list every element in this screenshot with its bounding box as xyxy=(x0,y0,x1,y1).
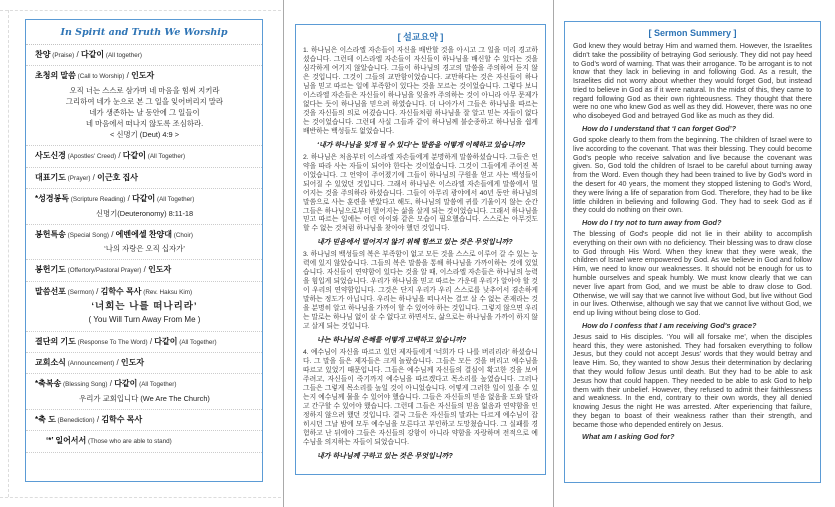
order-row-text: 다같이 xyxy=(154,336,178,346)
page-divider-2 xyxy=(553,0,554,507)
korean-summary-paragraph: 3. 하나님의 백성들의 복은 부족함이 없고 모든 것을 스스로 이루어 갈 수 있는 능력에 있지 않았습니다. 그들의 복은 말씀을 통해 하나님을 가까이하는 것에 있었습니다. 자신들이 연약함이 있다는 것을 알 때, 이스라엘 자손들은 하나님의 능력을 힘입게 되었습니다. 우리가 하나님을 믿고 따르는 가운데 우리가 알아야 할 것이 우리의 연약함입니다. 그것은 단지 우리가 우리 스스로를 낮추어서 겸손하게 말하는 정도가 아닙니다. 우리는 하나님을 떠나서는 결코 살 수 없는 존재라는 것을 분명히 알고 하나님을 가까이 할 수 있어야 하는 것입니다. 그렇지 않으면 우리는 말로는 하나님 없이 살 수 없다고 하면서도, 삶으로는 하나님을 가까이 하지 않고 살게 되는 것입니다. xyxy=(303,251,538,331)
order-row xyxy=(26,45,262,66)
order-row xyxy=(26,431,262,452)
cut-guide-top xyxy=(0,10,281,11)
order-row-text: (Prayer) xyxy=(65,174,91,182)
order-row-text: / xyxy=(116,151,123,161)
order-row-text: (All Together) xyxy=(177,338,217,346)
english-summary-paragraph: Jesus said to His disciples. ‘You will all forsake me’, when the disciples heard this, they were astonished. They had forsaken everything to follow Jesus, but they could not accept Jesus' words that they would betray and leave Him. So, they wanted to show Jesus their determination by declaring that they would follow Jesus until death. But they had to be able to ask Jesus how that could happen. They needed to be able to ask God to help them with their unbelief. However, they refused to admit their faithlessness and weakness. In the end, contrary to their own words, they all denied knowing Jesus the night He was arrested. After experiencing that failure, they began to boast of their weakness rather than their strength, and became those who depended entirely on Jesus. xyxy=(573,332,812,429)
korean-summary-question: 내가 믿음에서 멀어지지 않기 위해 힘쓰고 있는 것은 무엇입니까? xyxy=(317,239,513,247)
order-row-text: (All Together) xyxy=(137,381,177,389)
english-summary-panel xyxy=(564,21,821,483)
order-row-sub xyxy=(35,85,254,141)
order-row-text: (Special Song) xyxy=(65,231,109,239)
order-row-text: (Rev. Haksu Kim) xyxy=(141,288,193,296)
order-sub-line: ‘너희는 나를 떠나리라’ xyxy=(91,300,198,312)
order-row-text: / xyxy=(74,50,81,59)
order-row-text: 김학수 목사 xyxy=(101,414,143,424)
order-row-text: / xyxy=(93,286,101,296)
order-row-text: 찬양 xyxy=(35,50,51,59)
order-row-text: 인도자 xyxy=(120,358,145,368)
order-row-text: (Those who are able to stand) xyxy=(86,438,172,446)
english-summary-question: What am I asking God for? xyxy=(582,432,675,442)
order-row-text: 초청의 말씀 xyxy=(35,71,76,81)
order-row-text: 다같이 xyxy=(114,379,138,389)
order-row-text: (All Together) xyxy=(155,196,195,204)
order-row-text: 사도신경 xyxy=(35,151,66,161)
korean-summary-panel xyxy=(295,24,546,475)
order-row-text: ‘*’ 일어서서 xyxy=(46,436,87,446)
order-row xyxy=(26,189,262,225)
order-row-sub xyxy=(35,300,254,326)
order-row-text: (Announcement) xyxy=(65,360,115,368)
order-row-text: / xyxy=(124,71,132,81)
order-row-text: / xyxy=(107,379,115,389)
order-row-text: / xyxy=(108,229,116,239)
worship-order-title: In Spirit and Truth We Worship xyxy=(26,20,262,45)
korean-summary-paragraph: 2. 하나님은 처음부터 이스라엘 자손들에게 분명하게 말씀하셨습니다. 그들은 언약을 따라 사는 자들이 되어야 한다는 것이었습니다. 그것이 그들에게 주어진 복이었습니다. 그 언약이 주어졌기에 그들이 하나님의 구원을 얻고 사는 백성들이 되어질 수 있었던 것입니다. 그래서 하나님은 이스라엘 자손들에게 말씀에서 멀어지는 것을 주의하라 하셨습니다. 그들이 아무리 광야에서 40년 동안 하나님의 말씀으로 사는 훈련을 받았다고 해도, 하나님의 말씀에 귀를 기울이지 않는 순간 그들은 하나님으로부터 멀어지는 삶을 살게 되는 것이었습니다. 그래서 하나님을 믿고 따르는 일에는 어린 아이와 같은 모습이 필요했습니다. 스스로는 아무것도 할 수 없는 것처럼 하나님을 찾아야 했던 것입니다. xyxy=(303,153,538,233)
order-row-text: 김학수 목사 xyxy=(100,286,142,296)
order-row-text: 이근호 집사 xyxy=(97,172,138,182)
order-row-text: (Scripture Reading) xyxy=(69,196,126,204)
order-sub-line: 오직 너는 스스로 삼가며 네 마음을 힘써 지키라 xyxy=(69,85,220,95)
order-row-text: 에벤에셀 찬양대 xyxy=(115,229,172,239)
order-row xyxy=(26,225,262,261)
order-row-text: (Blessing Song) xyxy=(61,381,108,389)
order-row xyxy=(26,353,262,374)
order-row-sub xyxy=(35,208,254,219)
order-sub-line: 우리가 교회입니다 (We Are The Church) xyxy=(79,393,210,403)
order-row xyxy=(26,168,262,189)
english-summary-question: How do I understand that ‘I can forget God’? xyxy=(582,124,737,134)
order-row-text: (Response To The Word) xyxy=(75,338,148,346)
worship-order-panel xyxy=(25,19,263,482)
english-summary-paragraph: God knew they would betray Him and warned them. However, the Israelites didn't take the possibility of betraying God seriously. They did not pay heed to God's word of warning. That was their arrogance. To be arrogant is to not know that they lack in believing in and following God. As a result, the Israelites did not worry about whether they would forget God, but instead tried to believe in God as if it were natural. In the midst of this, they came to regard following God as their own righteousness. They thought that there were no one who knew God as well as they did. However, there was no one who disobeyed God and betrayed God like as much as they did. xyxy=(573,42,812,121)
order-row-text: (All together) xyxy=(104,52,142,59)
order-row-text: / xyxy=(90,172,98,182)
english-summary-question: How do I try not to turn away from God? xyxy=(582,218,722,228)
order-row-text: (Offertory/Pastoral Prayer) xyxy=(65,267,142,275)
order-row-text: (Praise) xyxy=(50,52,75,59)
cut-guide-left xyxy=(8,10,9,497)
order-sub-line: 네 마음에서 떠나지 않도록 조심하라. xyxy=(85,119,204,129)
order-row xyxy=(26,260,262,281)
english-summary-paragraph: God spoke clearly to them from the beginning. The children of Israel were to live according to the covenant. That was their blessing. They could become God's people who receive salvation and live because the covenant was given. So, God told the children of Israel to be careful about turning away from the Word. Even though they had been trained to live by God's word in the desert for 40 years, the moment they stopped listening to God's Word, they were living a life of separation from God. Therefore, they had to be like little children in believing and following God. They had to seek God as if they could do nothing on their own. xyxy=(573,136,812,215)
order-row xyxy=(26,410,262,431)
order-row-sub xyxy=(35,243,254,254)
order-row-text: 봉헌기도 xyxy=(35,265,66,275)
korean-summary-title: [ 설교요약 ] xyxy=(397,32,444,42)
order-row-text: *축복송 xyxy=(35,379,62,389)
order-row-sub xyxy=(35,393,254,404)
order-row-text: 말씀선포 xyxy=(35,286,66,296)
order-row-text: 대표기도 xyxy=(35,172,66,182)
english-summary-title: [ Sermon Summery ] xyxy=(648,28,737,38)
order-row-text: *축 도 xyxy=(35,414,56,424)
korean-summary-question: 내가 하나님께 구하고 있는 것은 무엇입니까? xyxy=(317,452,453,460)
order-row-text: *성경봉독 xyxy=(35,194,70,204)
order-row-text: 다같이 xyxy=(122,151,146,161)
order-row-text: / xyxy=(94,414,102,424)
order-row-text: 인도자 xyxy=(148,265,172,275)
order-sub-line: ( You Will Turn Away From Me ) xyxy=(88,314,201,324)
order-row-text: / xyxy=(147,336,155,346)
order-row-text: 인도자 xyxy=(131,71,155,81)
worship-order-rows xyxy=(26,45,262,453)
order-sub-line: 네가 생존하는 날 동안에 그 일들이 xyxy=(89,108,200,117)
order-row-text: (Benediction) xyxy=(55,416,95,424)
order-row xyxy=(26,146,262,167)
english-summary-paragraph: The blessing of God's people did not lie in their ability to accomplish everything on their own with no deficiency. Their blessing was to draw close to God through His Word. When they knew that they were weak, the children of Israel were empowered by God. As we believe in God and follow Him, we need to know our weaknesses. It should not be enough for us to humble ourselves and speak humbly. We must know clearly that we can never live apart from God, and we must be able to draw close to God. Otherwise, we will say that we cannot live without God, but live without God in our lives. Otherwise, although we say that we cannot live without God, we end up living without being close to God. xyxy=(573,230,812,318)
english-summary-body xyxy=(573,42,812,441)
order-row-text: (Call to Worship) xyxy=(75,73,125,81)
order-row-text: / xyxy=(125,194,133,204)
order-row-text: (Apostles' Creed) xyxy=(65,153,117,161)
korean-summary-question: ‘내가 하나님을 잊게 될 수 있다’는 말씀을 어떻게 이해하고 있습니까? xyxy=(317,141,526,149)
order-row xyxy=(26,66,262,146)
order-sub-line: 신명기(Deuteronomy) 8:11-18 xyxy=(95,208,194,218)
korean-summary-body xyxy=(303,47,538,461)
order-row-text: 다같이 xyxy=(80,50,105,59)
order-row-text: 결단의 기도 xyxy=(35,336,76,346)
order-row-text: (Sermon) xyxy=(65,288,94,296)
order-row-text: 다같이 xyxy=(132,194,156,204)
korean-summary-question: 나는 하나님의 은혜를 어떻게 고백하고 있습니까? xyxy=(317,337,467,345)
order-row xyxy=(26,374,262,410)
order-row-text: / xyxy=(141,265,149,275)
order-sub-line: 그리하여 네가 눈으로 본 그 일을 잊어버리지 말라 xyxy=(65,96,224,106)
cut-guide-bottom xyxy=(0,497,281,498)
order-sub-line: ‘나의 자랑은 오직 십자가’ xyxy=(104,244,185,253)
order-sub-line: < 신명기 (Deut) 4:9 > xyxy=(109,130,180,140)
page-divider-1 xyxy=(283,0,284,507)
order-row-text: / xyxy=(114,358,121,368)
korean-summary-paragraph: 1. 하나님은 이스라엘 자손들이 자신을 배반할 것을 아시고 그 일을 미리 경고하셨습니다. 그런데 이스라엘 자손들이 자신들이 하나님을 배신할 수 있다는 것을 심각하게 여기지 않았습니다. 그들이 하나님의 경고의 말씀을 주의하여 듣지 않은 것입니다. 그것이 그들의 교만함이었습니다. 교만하다는 것은 자신들이 하나님을 믿고 따르는 일에 부족함이 있다는 것을 모르는 것이었습니다. 그렇다 보니 이스라엘 자손들은 자신들이 하나님을 잊을까 주의하는 것이 아니라 아무 문제가 없다는 듯이 하나님을 믿으려 하였습니다. 더 나아가서 그들은 하나님을 따르는 것을 자신들의 의로 여겼습니다. 자신들처럼 하나님을 잘 알고 믿는 자들이 없다는 것이었습니다. 그런데 사실 그들과 같이 하나님께 불순종하고 하나님을 쉽게 배반하는 백성들도 없었습니다. xyxy=(303,47,538,135)
order-row-text: (All Together) xyxy=(145,153,186,161)
order-row xyxy=(26,282,262,332)
order-row-text: (Choir) xyxy=(171,231,193,239)
english-summary-question: How do I confess that I am receiving God's grace? xyxy=(582,320,757,330)
order-row xyxy=(26,332,262,353)
korean-summary-paragraph: 4. 예수님이 자신을 따르고 있던 제자들에게 ‘너희가 다 나를 버리리라’ 하셨습니다. 그 말을 들은 제자들은 크게 놀랐습니다. 그들은 모든 것을 버리고 예수님을 따르고 있었기 때문입니다. 그들은 예수님께 자신들의 결심이 확고한 것을 보여주려고, 자신들이 죽기까지 예수님을 따르겠다고 목소리를 높였습니다. 그러나 그들은 그렇게 목소리를 높일 것이 아니었습니다. 어떻게 그러한 일이 있을 수 있는지 예수님께 물을 수 있어야 했습니다. 그들은 자신들의 믿음 없음을 도와 달라고 간구할 수 있어야 했습니다. 그런데 그들은 자신들의 믿음 없음과 연약함을 인정하지 않으려 했던 것입니다. 결국 그들은 자신들의 말과는 다르게 예수님이 잡히시던 그날 밤에 모두 예수님을 모른다고 부인하고 도망쳤습니다. 그 실패를 경험하고 난 뒤에야 그들은 자신들의 강함이 아니라 약함을 자랑하며 전적으로 예수님을 의지하는 자들이 되었습니다. xyxy=(303,349,538,446)
order-row-text: 봉헌특송 xyxy=(35,229,66,239)
order-row-text: 교회소식 xyxy=(35,358,66,368)
